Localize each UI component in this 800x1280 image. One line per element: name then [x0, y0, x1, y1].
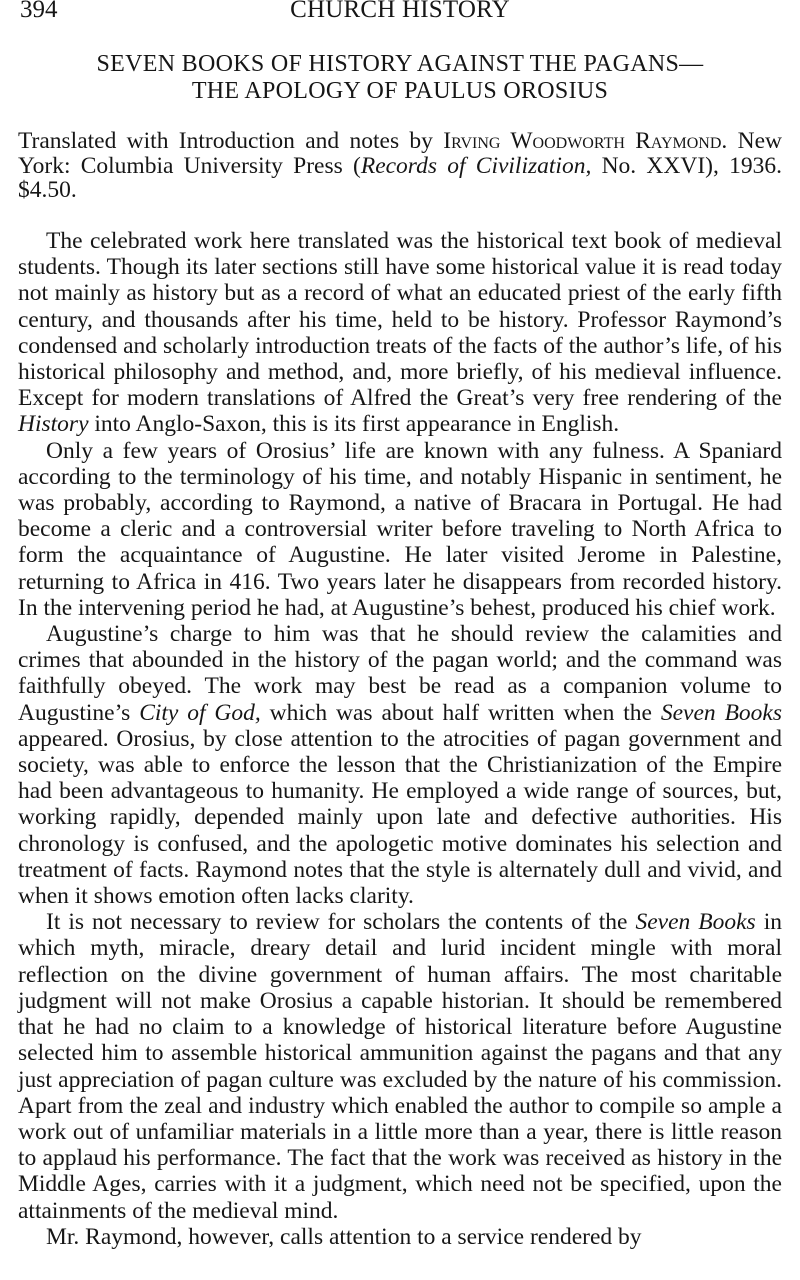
citation-author: Irving Woodworth Raymond [443, 128, 722, 154]
paragraph-1 [18, 228, 782, 438]
page-number: 394 [20, 0, 58, 23]
citation-series-title: Records of Civilization, [360, 152, 592, 179]
paragraph-1-history-italic: History [18, 411, 89, 438]
review-title-line-2: THE APOLOGY OF PAULUS OROSIUS [191, 78, 609, 104]
paragraph-5: Mr. Raymond, however, calls attention to a service rendered by [46, 1223, 642, 1250]
review-title-line-1: SEVEN BOOKS OF HISTORY AGAINST THE PAGANS— [96, 51, 704, 77]
running-title: CHURCH HISTORY [290, 0, 510, 23]
paragraph-4-text-a: It is not necessary to review for scholars the contents of the [46, 909, 636, 936]
citation-prefix: Translated with Introduction and notes by [18, 128, 444, 154]
paragraph-3-seven-books-italic: Seven Books [660, 699, 782, 726]
paragraph-1-text-b: into Anglo-Saxon, this is its first appearance in English. [88, 411, 620, 438]
paragraph-3 [18, 621, 782, 909]
citation-publisher: . New York: Columbia University Press ( [18, 128, 782, 179]
paragraph-4-seven-books-italic: Seven Books [635, 909, 756, 936]
paragraph-4 [18, 909, 782, 1223]
paragraph-3-text-b: which was about half written when the [260, 699, 661, 726]
running-header [18, 0, 782, 26]
review-title [20, 51, 780, 105]
bibliographic-citation [18, 129, 782, 203]
paragraph-1-text-a: The celebrated work here translated was the historical text book of medieval students. Though its later sections still have some historical value it is read today not mainly as history but as a record of what an educated priest of the early fifth century, and thousands after his time, held to be history. Professor Raymond’s condensed and scholarly introduction treats of the facts of the author’s life, of his historical philosophy and method, and, more briefly, of his medieval influence. Except for modern translations of Alfred the Great’s very free rendering of the [18, 228, 782, 412]
paragraph-3-city-of-god-italic: City of God, [139, 699, 261, 726]
paragraph-2: Only a few years of Orosius’ life are known with any fulness. A Spaniard according to the terminology of his time, and notably Hispanic in sentiment, he was probably, according to Raymond, a native of Bracara in Portugal. He had become a cleric and a controversial writer before traveling to North Africa to form the acquaintance of Augustine. He later visited Jerome in Palestine, returning to Africa in 416. Two years later he disappears from recorded history. In the intervening period he had, at Augustine’s behest, produced his chief work. [18, 437, 782, 621]
paragraph-3-text-c: appeared. Orosius, by close attention to the atrocities of pagan government and society, was able to enforce the lesson that the Christianization of the Empire had been advantageous to humanity. He employed a wide range of sources, but, working rapidly, depended mainly upon late and defective authorities. His chronology is confused, and the apologetic motive dominates his selection and treatment of facts. Raymond notes that the style is alternately dull and vivid, and when it shows emotion often lacks clarity. [18, 725, 782, 910]
paragraph-3-text-a: Augustine’s charge to him was that he should review the calamities and crimes that abounded in the history of the pagan world; and the command was faithfully obeyed. The work may best be read as a companion volume to Augustine’s [18, 621, 782, 726]
citation-series-number: No. XXVI), 1936. $4.50. [18, 152, 782, 203]
paragraph-4-text-b: in which myth, miracle, dreary detail and lurid incident mingle with moral reflection on the divine government of human affairs. The most charitable judgment will not make Orosius a capable historian. It should be remembered that he had no claim to a knowledge of historical literature before Augustine selected him to assemble historical ammunition against the pagans and that any just appreciation of pagan culture was excluded by the nature of his commission. Apart from the zeal and industry which enabled the author to compile so ample a work out of unfamiliar materials in a little more than a year, there is little reason to applaud his performance. The fact that the work was received as history in the Middle Ages, carries with it a judgment, which need not be specified, upon the attainments of the medieval mind. [18, 909, 782, 1224]
review-body [18, 228, 782, 1250]
